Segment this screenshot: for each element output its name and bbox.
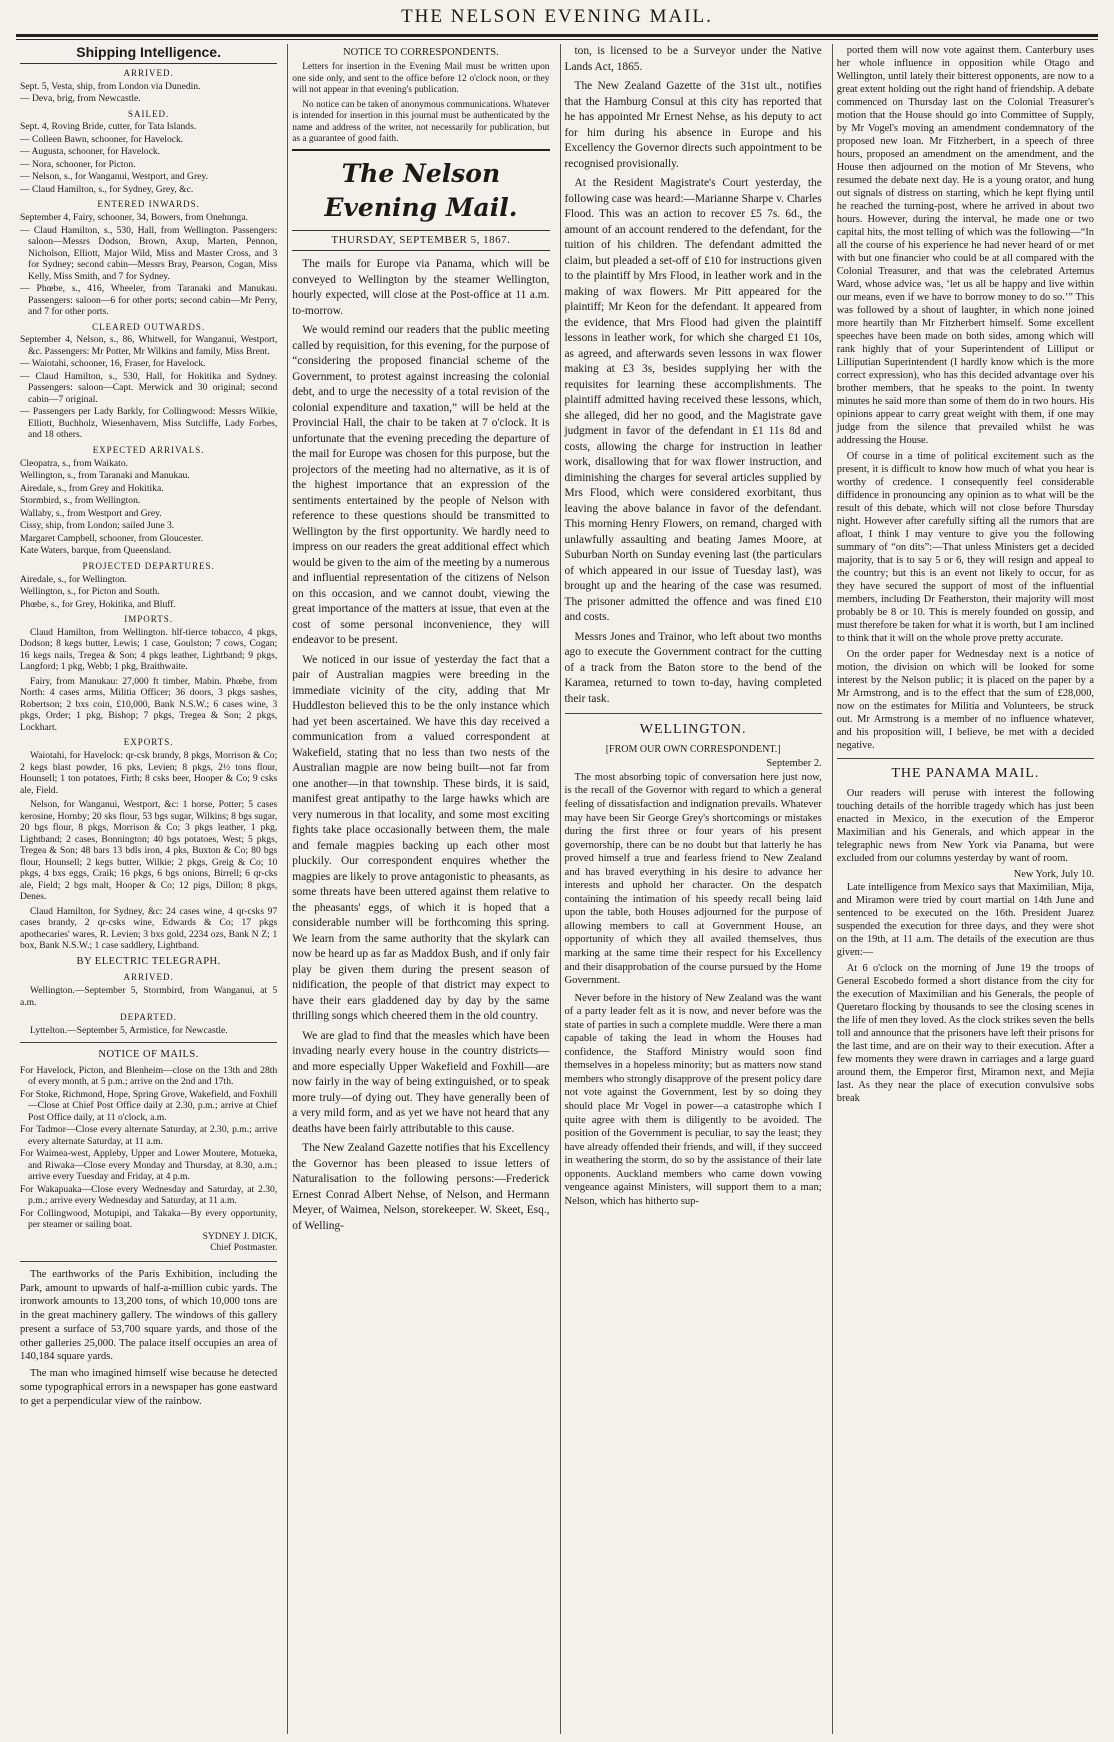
tel-arrived-text: Wellington.—September 5, Stormbird, from Wanganui, at 5 a.m. [20,985,278,1008]
list-item: — Claud Hamilton, s., 530, Hall, from Wellington. Passengers: saloon—Messrs Dodson, Brown, Axup, Marten, Pennon, Nicholson, Elliott, Major Wild, Miss and Master Cross, and 3 for Sydney; second cabin—Messrs Bray, Pearson, Cogan, Miss Kelly, Miss Smith, and 7 for Sydney. [20,224,278,282]
list-item: Cleopatra, s., from Waikato. [20,457,129,469]
list-item: Margaret Campbell, schooner, from Gloucester. [20,532,203,544]
cleared-heading: CLEARED OUTWARDS. [92,321,206,332]
article-paragraph: Never before in the history of New Zealand was the want of a party leader felt as it is now, and never before was the state of parties in such a complete muddle. Were there a man capable of taking the lead in whom the Houses had confidence, the Stafford Ministry would soon find themselves in a hopeless minority; but as matters now stand members who strongly disapprove of the present policy dare not vote against the Government, lest by so doing they should place Mr Vogel in power—a catastrophe which I quite agree with them is diligently to be avoided. The position of the Government is peculiar, to say the least; they have already offended their friends, and will, if they succeed in weathering the storm, do so by the assistance of their late opponents. Auckland members who came down vowing vengeance against Ministers, will support them to a man; Nelson, which has hitherto sup- [564,992,822,1207]
list-item: Wallaby, s., from Westport and Grey. [20,507,162,519]
column-1 [16,44,281,1734]
list-item: — Augusta, schooner, for Havelock. [20,146,161,158]
masthead-rule [16,34,1098,40]
exports-text: Nelson, for Wanganui, Westport, &c: 1 horse, Potter; 5 cases kerosine, Hornby; 20 sks flour, 53 bgs sugar, Wilkins; 8 bgs sugar, 20 bgs flour, 8 pkgs, Morrison & Co; 3 pkgs leather, 1 pkg, Lightband; 2 cases, Bonnington; 40 bgs potatoes, West; 5 pkgs, Tregea & Son; 48 bars 13 bdls iron, 4 pks, Buxton & Co; 80 bgs flour, Hounsell; 2 kegs butter, Wilkie; 2 pkgs, Greig & Co; 10 pkgs, 4 bxs eggs, Craik; 16 pkgs, 6 bgs onions, Birrell; 6 qr-cks ale, Field; 2 bgs malt, Hooper & Co; 12 pigs, Dillon; 8 pkgs, Denes. [20,799,278,903]
column-2 [287,44,553,1734]
list-item: Wellington, s., for Picton and South. [20,586,160,598]
article-paragraph: We are glad to find that the measles which have been invading nearly every house in the country districts—and more especially Upper Wakefield and Foxhill—are now fairly in the way of being extinguished, or to speak more truly—of dying out. They have generally been of a very mild form, and as yet we have not heard that any deaths have been fairly attributable to this cause. [292,1029,550,1135]
notice-text: No notice can be taken of anonymous communications. Whatever is intended for insertion in this journal must be authenticated by the name and address of the writer, not necessarily for publication, but as a guarantee of good faith. [292,100,550,144]
masthead: THE NELSON EVENING MAIL. [401,6,713,27]
article-paragraph: We would remind our readers that the public meeting called by requisition, for this evening, for the purpose of “considering the proposed financial scheme of the Government, to protest against increasing the colonial debt, and to urge the necessity of a total revision of the colonial expenditure and taxation,” will be held at the Provincial Hall, the chair to be taken at 7 o'clock. It is unfortunate that the evening preceding the departure of the mail for Europe was chosen for this purpose, but the projectors of the meeting had no alternative, as it is of the highest importance that an expression of the sentiments entertained by the people of Nelson with reference to these questions should be transmitted to Wellington by the first opportunity. We hardly need to impress on our readers the great additional effect which would be given to the aim of the meeting by a numerous and influential representation of the citizens of Nelson on this occasion, and we cannot doubt, viewing the great importance of the matters at issue, that even at the cost of some personal inconvenience, they will endeavor to be present. [292,324,550,647]
mail-item: For Waimea-west, Appleby, Upper and Lower Moutere, Motueka, and Riwaka—Close every Monday and Thursday, at 8.30, a.m.; arrive every Tuesday and Friday, at 4 p.m. [20,1148,278,1183]
shipping-title: Shipping Intelligence. [20,44,277,64]
dateline: THURSDAY, SEPTEMBER 5, 1867. [292,230,549,251]
article-paragraph: At 6 o'clock on the morning of June 19 the troops of General Escobedo formed a short distance from the city for the execution of Maximilian and his Generals, the people of Queretaro flocking by thousands to see the closing scenes in the life of men they loved. As the clock strikes seven the bells toll and announce that the prisoners have left their prisons for the last time, and are on their way to their execution. After a few moments they were drawn in carriages and a large guard around them, the Emperor first, Miramon next, and Mejia last. As they near the place of execution convulsive sobs break [836,962,1094,1104]
divider [20,1261,277,1262]
tel-departed-text: Lyttelton.—September 5, Armistice, for Newcastle. [30,1024,228,1036]
article-paragraph: At the Resident Magistrate's Court yesterday, the following case was heard:—Marianne Sharpe v. Charles Flood. This was an action to recover £5 7s. 6d., the amount of an account rendered to the defendant, for the tuition of his children. The defendant admitted the claim, but pleaded a set-off of £10 for instructions given to the plaintiff by Mrs Flood, in leather work and in the making of wax flowers. Mr Pitt appeared for the plaintiff; Mr Keon for the defendant. It appeared from the evidence, that Mrs Flood had given the plaintiff lessons in leather work, for which she charged £1 10s, as agreed, and afterwards seven lessons in wax flower making at £3 3s, besides supplying her with the requisites for learning these accomplishments. The plaintiff admitted having received these lessons, which, she alleged, did her no good, and the Magistrate gave judgment in favor of the defendant in £1 11s 8d and costs, allowing the charge for instruction in leather work, disallowing that for wax flower instruction, and diminishing the charges for several articles supplied by Mrs Flood, which were considered exorbitant, thus leaving the above balance in favor of the defendant. This morning Henry Flowers, on remand, charged with unlawfully assaulting and beating James Moore, at Suburban North on Sunday evening last (the particulars of which appeared in our issue of Tuesday last), was brought up and the hearing of the case was resumed. The prisoner admitted the offence and was fined £10 and costs. [564,177,822,623]
mail-item: For Havelock, Picton, and Blenheim—close on the 13th and 28th of every month, at 5 p.m.; arrive on the 2nd and 17th. [20,1064,278,1088]
list-item: — Deva, brig, from Newcastle. [20,93,141,105]
article-paragraph: The most absorbing topic of conversation here just now, is the recall of the Governor with regard to which a general feeling of dissatisfaction and indignation prevails. Whatever may have been Sir George Grey's shortcomings or mistakes during the first three or four years of his present governorship, there can be no doubt but that latterly he has proved himself a true and fearless friend to New Zealand and has braved everything in his desire to advance her interests and uphold her character. On the despatch containing the intimation of his speedy recall being laid upon the table, both Houses adjourned for the purpose of allowing members to call at Government House, an opportunity of which they all availed themselves, thus marking at the same time their respect for his Excellency and their disapprobation of the course pursued by the Home Government. [564,771,822,987]
mails-heading: NOTICE OF MAILS. [98,1049,199,1061]
list-item: Sept. 4, Roving Bride, cutter, for Tata Islands. [20,121,197,133]
imports-text: Fairy, from Manukau: 27,000 ft timber, Mabin. Phœbe, from North: 4 cases arms, Militia Officer; 36 doors, 3 pkgs sashes, Robertson; 2 bxs coin, £10,000, Bank N.S.W.; 6 cases wine, 3 pkgs, Order; 1 pkg, Bishop; 7 pkgs, Tregea & Son; 2 pkgs, Lockhart. [20,675,278,733]
column-4 [832,44,1098,1734]
article-paragraph: Of course in a time of political excitement such as the present, it is difficult to know how much of what you hear is worthy of credence. I consequently feel considerable diffidence in pronouncing any opinion as to what will be the result of this debate, which will not close before Thursday night. However after carefully sifting all the rumors that are afloat, I think I may venture to give you the following summary of “on dits”:—That unless Ministers get a decided majority, that is to say 5 or 6, they will resign and appeal to the country; but this is an event not likely to occur, for as they have secured the support of most of the influential members, including Dr Featherston, their majority will most probably be 8 or 10. This is merely founded on gossip, and must therefore be taken for what it is worth, but I am inclined to think that it will on the whole prove pretty accurate. [836,451,1094,644]
list-item: — Phœbe, s., 416, Wheeler, from Taranaki and Manukau. Passengers: saloon—6 for other ports; second cabin—Mr Perry, and 7 for other ports. [20,283,278,318]
imports-heading: IMPORTS. [124,614,173,625]
article-paragraph: The mails for Europe via Panama, which will be conveyed to Wellington by the steamer Wellington, hourly expected, will close at the Post-office at 11 a.m. to-morrow. [292,258,550,317]
panama-date: New York, July 10. [1013,868,1094,880]
list-item: Airedale, s., from Grey and Hokitika. [20,482,164,494]
list-item: — Colleen Bawn, schooner, for Havelock. [20,133,184,145]
panama-intro: Our readers will peruse with interest the following touching details of the horrible tragedy which has just been enacted in Mexico, in the execution of the Emperor Maximilian and his Generals, and which appear in the telegraphic news from New York via Panama, but were excluded from our columns yesterday by want of room. [836,787,1094,864]
list-item: — Nora, schooner, for Picton. [20,158,136,170]
sailed-heading: SAILED. [128,108,170,119]
telegraph-heading: BY ELECTRIC TELEGRAPH. [76,955,221,967]
mail-item: For Stoke, Richmond, Hope, Spring Grove, Wakefield, and Foxhill—Close at Chief Post Office daily at 2.30, p.m.; arrive at Chief Post Office daily, at 11 o'clock, a.m. [20,1088,278,1123]
list-item: — Nelson, s., for Wanganui, Westport, and Grey. [20,171,208,183]
panama-heading: THE PANAMA MAIL. [891,766,1040,781]
divider [565,713,822,714]
list-item: September 4, Fairy, schooner, 34, Bowers, from Onehunga. [20,212,248,224]
article-paragraph: The New Zealand Gazette of the 31st ult., notifies that the Hamburg Consul at this city has reported that he has appointed Mr Ernest Nehse, as his deputy to act for him during his absence in Europe and his Excellency the Governor directs such appointment to be recognised provisionally. [564,80,822,170]
list-item: Wellington, s., from Taranaki and Manukau. [20,470,190,482]
mail-item: For Tadmor—Close every alternate Saturday, at 2.30, p.m.; arrive every alternate Saturday, at 11 a.m. [20,1124,278,1147]
wellington-subheading: [FROM OUR OWN CORRESPONDENT.] [605,744,781,756]
list-item: Stormbird, s., from Wellington. [20,495,141,507]
list-item: Kate Waters, barque, from Queensland. [20,545,172,557]
rainbow-paragraph: The man who imagined himself wise because he detected some typographical errors in a newspaper has gone eastward to get a perpendicular view of the rainbow. [20,1368,278,1407]
notice-heading: NOTICE TO CORRESPONDENTS. [343,47,499,58]
wellington-heading: WELLINGTON. [639,722,747,737]
exports-text: Claud Hamilton, for Sydney, &c: 24 cases wine, 4 qr-csks 97 cases brandy, 2 qr-csks wine, Edwards & Co; 17 pkgs apothecaries' wares, R. Levien; 3 bxs gold, 2234 ozs, Bank N Z; 1 box, Bank N.S.W.; 1 case saddlery, Lightband. [20,905,278,952]
notice-text: Letters for insertion in the Evening Mail must be written upon one side only, and sent to the office before 12 o'clock noon, or they will not appear in that evening's publication. [292,62,550,95]
divider [837,758,1094,759]
list-item: — Passengers per Lady Barkly, for Collingwood: Messrs Wilkie, Elliott, Buchholz, Wiesenhavern, Miss Sutcliffe, Lady Forbes, and 18 others. [20,406,278,441]
column-3 [560,44,826,1734]
article-paragraph: We noticed in our issue of yesterday the fact that a pair of Australian magpies were breeding in the immediate vicinity of the city, adding that Mr Huddleston believed this to be the only instance which had yet been ascertained. We have this day received a communication from a valued correspondent at Wakefield, stating that no less than two nests of the Australian magpie are now being built—not far from one another—in that township. These birds, it is said, manifest great antipathy to the large hawks which are very numerous in that locality, and some most exciting fights take place occasionally between them, the male and female magpies backing up each other most pluckily. Our correspondent enquires whether the magpies are likely to prove antagonistic to pheasants, as some threats have been uttered against them relative to the pheasants' eggs, of which it is hoped that a considerable number will be forthcoming this spring. We learn from the same authority that the skylark can now be heard up as far as Maddox Bush, and if only fair play be given them during the present season of nidification, the people of that district may expect to have their ears gladdened day by day by the same thrilling songs which cheered them in the old country. [292,653,550,1023]
exports-text: Waiotahi, for Havelock: qr-csk brandy, 8 pkgs, Morrison & Co; 2 kegs blast powder, 16 pks, Levien; 8 pkgs, 2½ tons flour, Hounsell; 1 ton potatoes, Firth; 8 csks beer, Hooper & Co; 9 csks ale, Field. [20,750,278,796]
wellington-date: September 2. [766,757,822,769]
mails-signature-title: Chief Postmaster. [210,1243,278,1254]
article-paragraph: On the order paper for Wednesday next is a notice of motion, the division on which will be looked for some interest by the Nelson public; it is placed on the paper by a Mr Armstrong, and is to the effect that the sum of £28,000, now on the estimates for Militia and Volunteers, be struck out. Mr Armstrong is a member of no influence whatever, and his proposition will, I believe, be met with a decided negative. [836,649,1094,751]
article-paragraph: Late intelligence from Mexico says that Maximilian, Mija, and Miramon were tried by court martial on 14th June and sentenced to be executed on the 16th. President Juarez suspended the execution for three days, and they were shot on the 19th, at 11 a.m. The details of the execution are thus given:— [836,881,1094,958]
article-paragraph: ported them will now vote against them. Canterbury uses her whole influence in opposition while Otago and Wellington, until lately their bitterest opponents, are now to a great extent holding out the right hand of friendship. A debate commenced on Thursday last on the Colonial Treasurer's motion that the House should go into Committee of Supply, by Mr Vogel's moving an amendment condemnatory of the proposed new loan. Mr Fitzherbert, in a speech of three hours, proposed an amendment on the amendment, and the House then adjourned on the motion of Mr Stevens, who resumed the debate next day. He is a young orator, and hung out signals of distress on starting, which he kept flying until he reached the turning-post, where he arrived in about two hours. However, during the interval, he made one or two capital hits, the most telling of which was the following—“In all the course of his experience he had never heard of or met with but one financier who could be at all compared with the Colonial Treasurer, and that was the celebrated Artemus Ward, whose advice was, ‘let us all be happy and live within our means, even if we have to borrow money to do so.’” This was followed by a shout of laughter, in which none joined more heartily than Mr Fitzherbert himself. Some excellent speeches have been made on both sides, among which will rank highly that of your Superintendent of Lilliput or Lilliputian Superintendent (I hardly know which is the more correct expression), who has this decided advantage over his brother members, that he speaks to the point. In twenty minutes he said more than some of them do in two hours. His opinions appear to carry great weight with them, if one may judge from the silence that prevailed whilst he was addressing the House. [836,45,1094,446]
tel-arrived-heading: ARRIVED. [123,972,174,983]
list-item: Phœbe, s., for Grey, Hokitika, and Bluff. [20,598,176,610]
list-item: Airedale, s., for Wellington. [20,573,127,585]
list-item: September 4, Nelson, s., 86, Whitwell, for Wanganui, Westport, &c. Passengers: Mr Potter, Mr Wilkins and family, Miss Brent. [20,334,278,357]
paris-paragraph: The earthworks of the Paris Exhibition, including the Park, amount to upwards of half-a-million cubic yards. The ironwork amounts to 13,200 tons, of which 10,000 tons are in the great machinery gallery. The windows of this gallery present a surface of 53,700 square yards, and those of the other galleries 25,000. The palace itself occupies an area of 140,184 square yards. [20,1268,278,1363]
imports-text: Claud Hamilton, from Wellington. hlf-tierce tobacco, 4 pkgs, Dodson; 8 kegs butter, Lewis; 1 case, Goulston; 7 cows, Cogan; 16 kegs nails, Tregea & Son; 4 pkgs leather, Lightband; 9 pkgs, Langford; 1 pkg, Webb; 1 pkg, Braithwaite. [20,626,278,673]
article-paragraph: The New Zealand Gazette notifies that his Excellency the Governor has been pleased to issue letters of Naturalisation to the following persons:—Frederick Ernest Conrad Albert Nehse, of Nelson, and Hermann Meyer, of Waimea, Nelson, storekeeper. W. Skeet, Esq., of Welling- [292,1142,550,1232]
mail-item: For Wakapuaka—Close every Wednesday and Saturday, at 2.30, p.m.; arrive every Wednesday and Saturday, at 11 a.m. [20,1183,278,1207]
article-paragraph: ton, is licensed to be a Surveyor under the Native Lands Act, 1865. [564,45,822,73]
nameplate: The Nelson Evening Mail. [292,149,549,225]
divider [20,1042,277,1043]
list-item: — Claud Hamilton, s., 530, Hall, for Hokitika and Sydney. Passengers: saloon—Capt. Merwick and 30 original; second cabin—7 original. [20,370,278,405]
columns [16,44,1098,1734]
mails-signature: SYDNEY J. DICK, [202,1231,278,1242]
expected-heading: EXPECTED ARRIVALS. [92,444,205,455]
exports-heading: EXPORTS. [123,737,174,748]
projected-heading: PROJECTED DEPARTURES. [82,560,215,571]
mail-item: For Collingwood, Motupipi, and Takaka—By every opportunity, per steamer or sailing boat. [20,1207,278,1231]
list-item: Sept. 5, Vesta, ship, from London via Dunedin. [20,80,201,92]
list-item: Cissy, ship, from London; sailed June 3. [20,520,175,532]
article-paragraph: Messrs Jones and Trainor, who left about two months ago to execute the Government contract for the cutting of a track from the Baton store to the bend of the Karamea, returned to town to-day, having completed their task. [564,630,822,705]
list-item: — Claud Hamilton, s., for Sydney, Grey, &c. [20,183,194,195]
entered-heading: ENTERED INWARDS. [97,199,200,210]
tel-departed-heading: DEPARTED. [120,1012,178,1023]
list-item: — Waiotahi, schooner, 16, Fraser, for Havelock. [20,358,206,370]
arrived-heading: ARRIVED. [123,67,174,78]
